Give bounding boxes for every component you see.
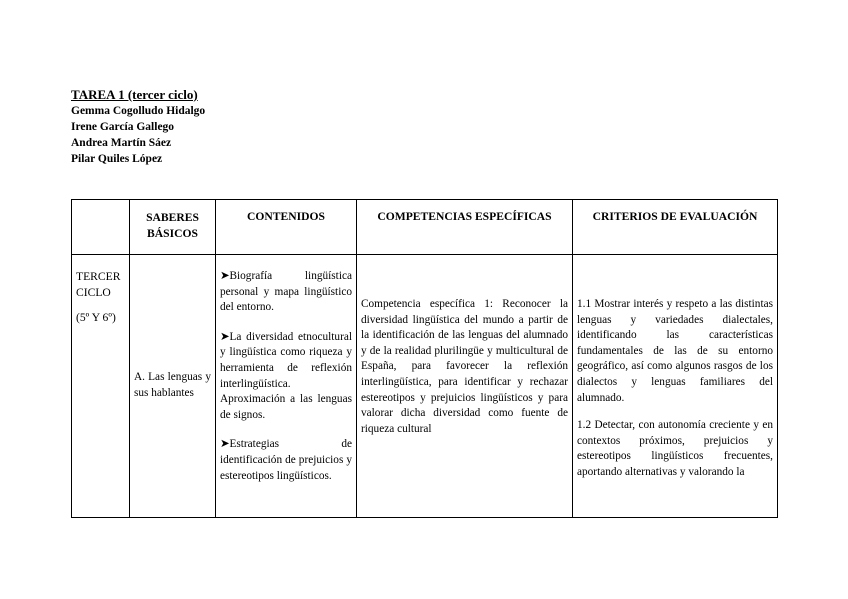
ciclo-cell	[72, 255, 130, 518]
curriculum-table	[71, 199, 778, 518]
header-cell-empty	[72, 200, 130, 255]
table-header-row	[72, 200, 778, 255]
author-name: Gemma Cogolludo Hidalgo	[71, 105, 206, 117]
criterios-cell	[573, 255, 778, 518]
document-title: TAREA 1 (tercer ciclo)	[71, 87, 198, 102]
table-row	[72, 255, 778, 518]
author-name: Andrea Martín Sáez	[71, 137, 172, 149]
contenido-item: ➤ Estrategias de identificación de prejuicios y estereotipos lingüísticos.	[220, 437, 352, 484]
criterio-item: 1.2 Detectar, con autonomía creciente y en contextos próximos, prejuicios y estereotipos lingüísticos frecuentes, aportando alternativas y valorando la	[577, 419, 773, 478]
header-contenidos: CONTENIDOS	[216, 200, 357, 255]
contenidos-cell	[216, 255, 357, 518]
document-header	[71, 86, 205, 167]
contenido-item: ➤ Biografía lingüística personal y mapa lingüístico del entorno.	[220, 269, 352, 316]
ciclo-grade: (5º Y 6º)	[76, 311, 116, 325]
author-name: Irene García Gallego	[71, 121, 175, 133]
competencia-cell	[357, 255, 573, 518]
header-criterios: CRITERIOS DE EVALUACIÓN	[573, 200, 778, 255]
saberes-text: A. Las lenguas y sus hablantes	[134, 371, 211, 399]
contenido-item: ➤ La diversidad etnocultural y lingüística como riqueza y herramienta de reflexión interlingüística. Aproximación a las lenguas de signos.	[220, 330, 352, 424]
competencia-text: Competencia específica 1: Reconocer la diversidad lingüística del mundo a partir de la identificación de las lenguas del alumnado y de la realidad plurilingüe y multicultural de España, para favorecer la reflexión interlingüística, para identificar y rechazar estereotipos y prejuicios lingüísticos y para valorar dicha diversidad como fuente de riqueza cultural	[361, 298, 568, 435]
ciclo-line: TERCER	[76, 270, 121, 283]
criterio-item: 1.1 Mostrar interés y respeto a las distintas lenguas y variedades dialectales, identificando las características fundamentales de las de su entorno geográfico, así como algunos rasgos de los dialectos y lenguas familiares del alumnado.	[577, 298, 773, 404]
saberes-cell	[130, 255, 216, 518]
ciclo-line: CICLO	[76, 285, 111, 299]
header-competencias: COMPETENCIAS ESPECÍFICAS	[357, 200, 573, 255]
author-name: Pilar Quiles López	[71, 153, 163, 165]
header-saberes: SABERES BÁSICOS	[130, 200, 216, 255]
